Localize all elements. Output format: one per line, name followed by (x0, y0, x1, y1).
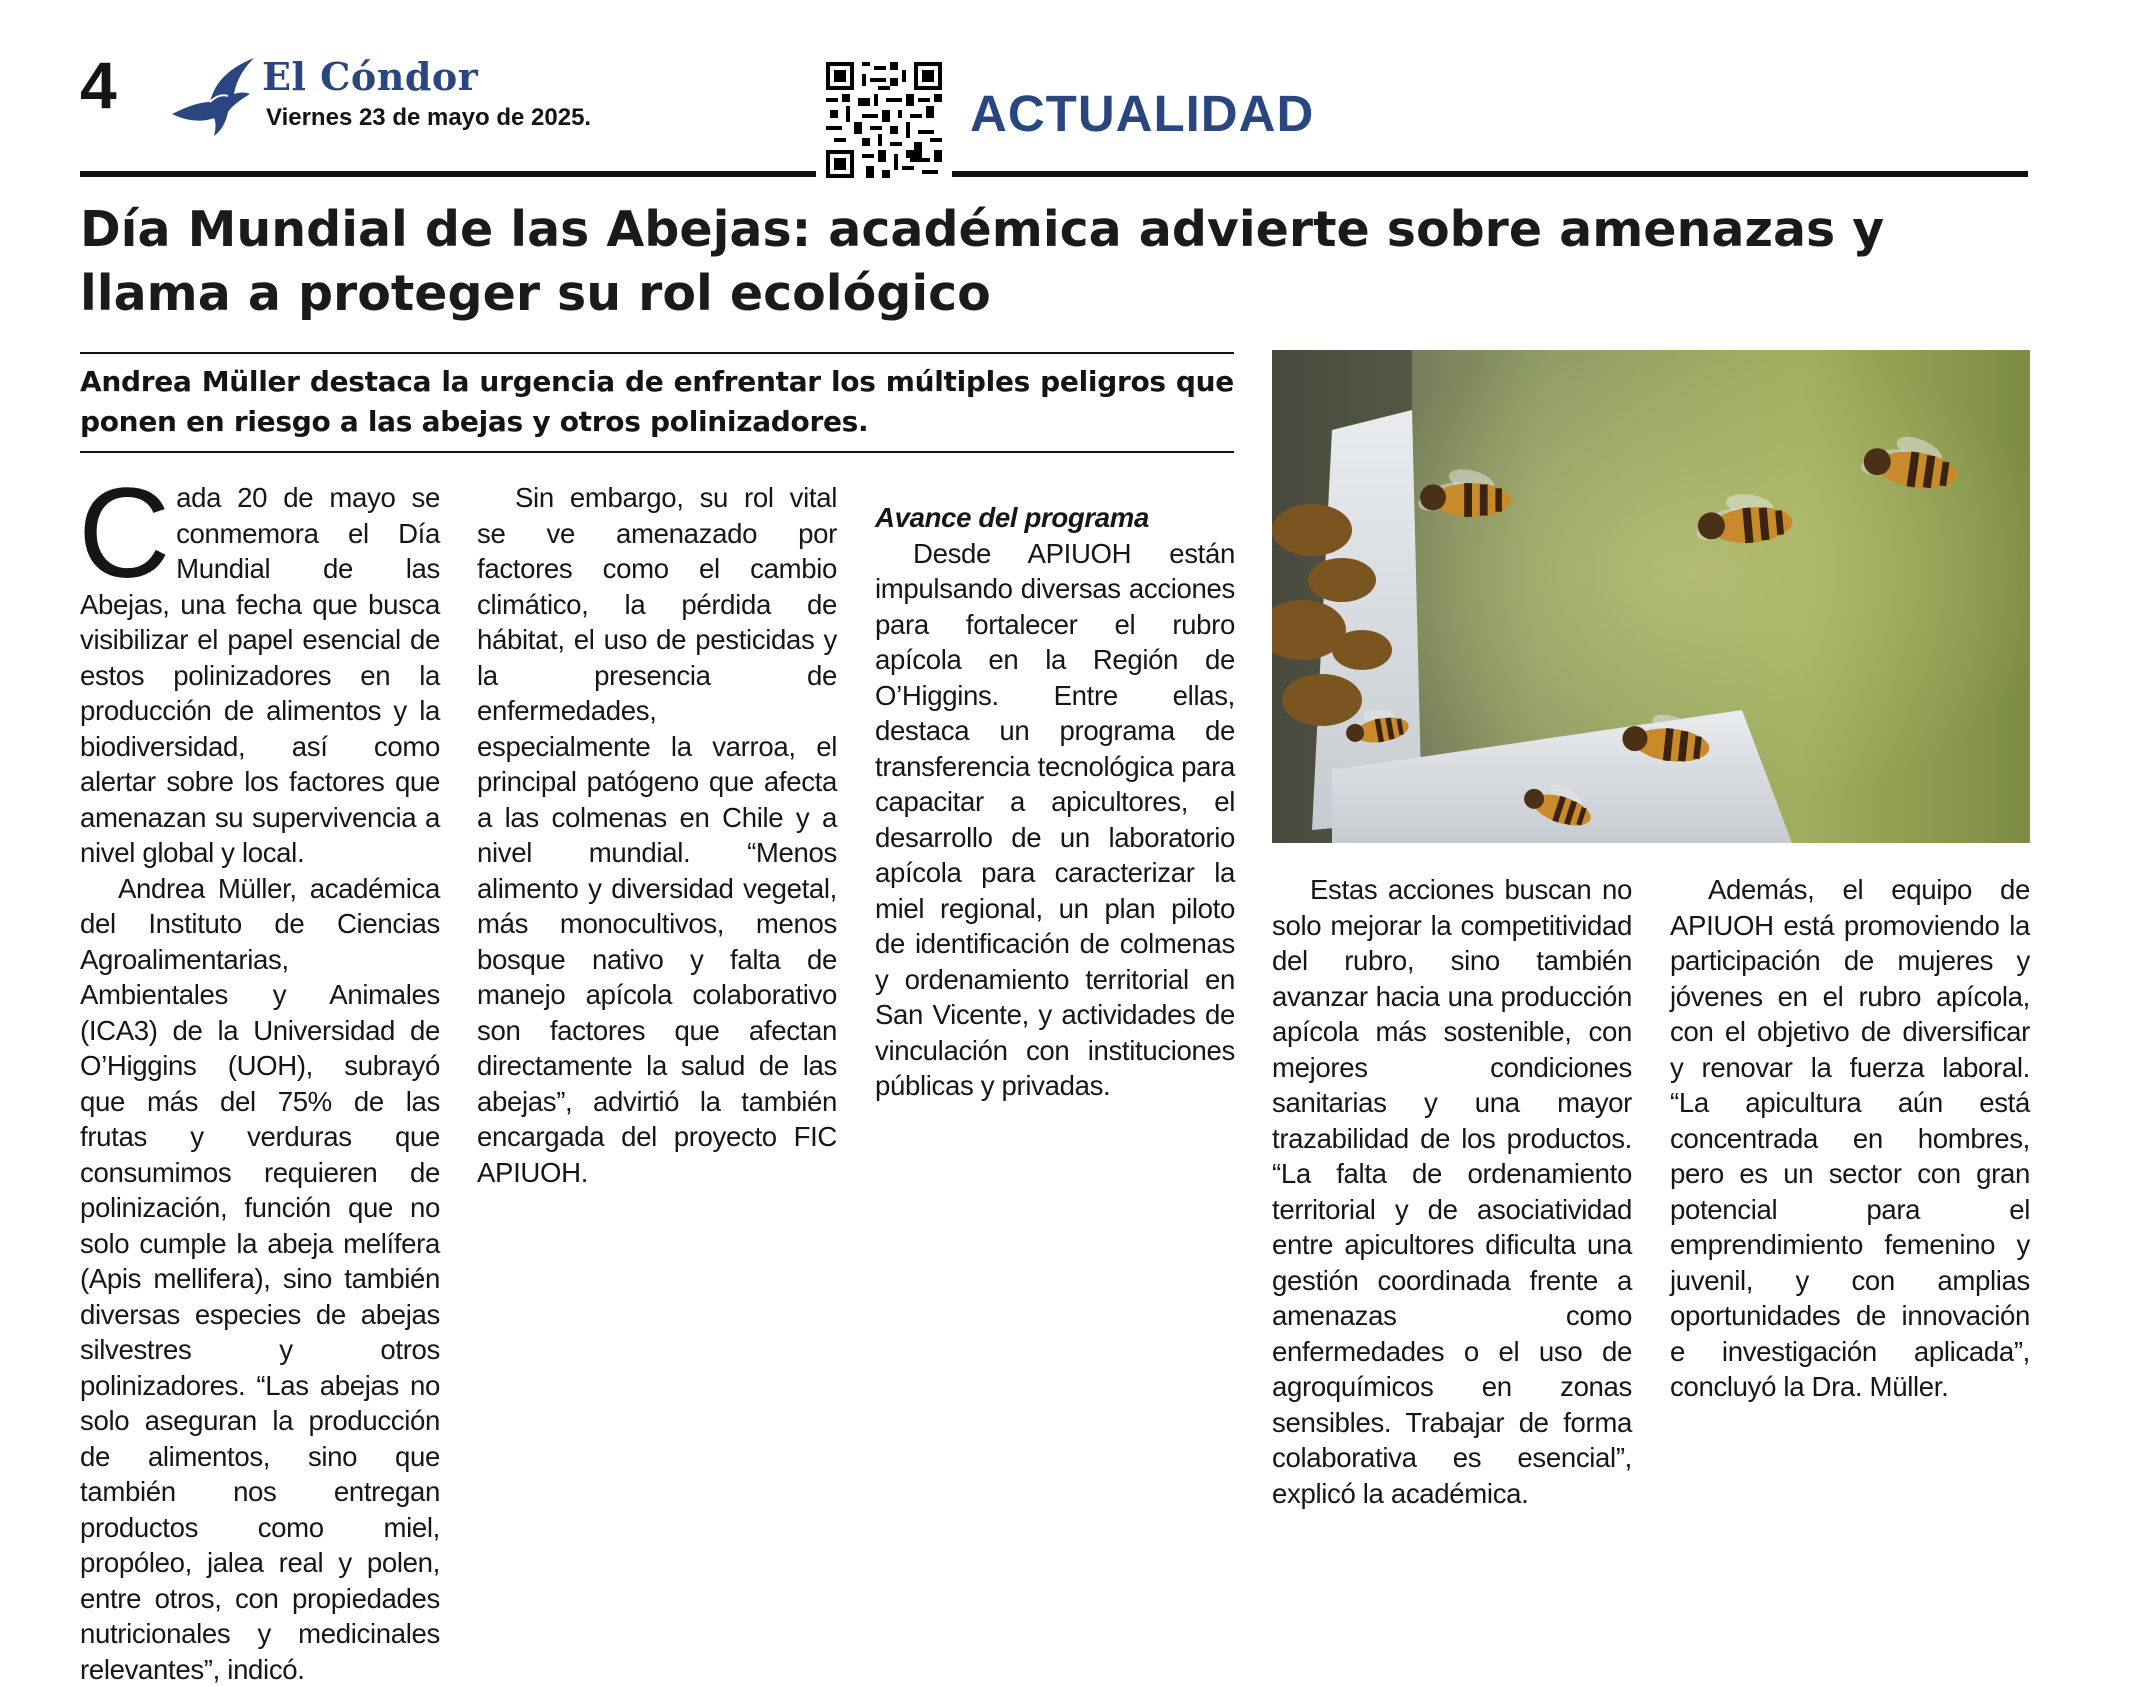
issue-date: Viernes 23 de mayo de 2025. (266, 104, 591, 132)
masthead-rule-right (952, 171, 2028, 177)
article-paragraph: Además, el equipo de APIUOH está promoviendo la participación de mujeres y jóvenes en el rubro apícola, con el objetivo de diversificar y renovar la fuerza laboral. “La apicultura aún está concentrada en hombres, pero es un sector con gran potencial para el emprendimiento femenino y juvenil, y con amplias oportunidades de innovación e investigación aplicada”, concluyó la Dra. Müller. (1670, 872, 2030, 1405)
condor-logo-icon (170, 56, 256, 138)
deck-rule-top (80, 352, 1234, 354)
page-number: 4 (80, 52, 117, 118)
deck-rule-bottom (80, 451, 1234, 453)
masthead-rule-left (80, 171, 816, 177)
article-paragraph: Estas acciones buscan no solo mejorar la competitividad del rubro, sino también avanzar hacia una producción apícola más sostenible, con mejores condiciones sanitarias y una mayor trazabilidad de los productos. “La falta de ordenamiento territorial y de asociatividad entre apicultores dificulta una gestión coordinada frente a amenazas como enfermedades o el uso de agroquímicos en zonas sensibles. Trabajar de forma colaborativa es esencial”, explicó la académica. (1272, 872, 1632, 1511)
article-paragraph: Sin embargo, su rol vital se ve amenazado por factores como el cambio climático, la pérdida de hábitat, el uso de pesticidas y la presencia de enfermedades, especialmente la varroa, el principal patógeno que afecta a las colmenas en Chile y a nivel mundial. “Menos alimento y diversidad vegetal, más monocultivos, menos bosque nativo y falta de manejo apícola colaborativo son factores que afectan directamente la salud de las abejas”, advirtió la también encargada del proyecto FIC APIUOH. (477, 480, 837, 1190)
article-paragraph: Andrea Müller, académica del Instituto de Ciencias Agroalimentarias, Ambientales y Animales (ICA3) de la Universidad de O’Higgins (UOH), subrayó que más del 75% de las frutas y verduras que consumimos requieren de polinización, función que no solo cumple la abeja melífera (Apis mellifera), sino también diversas especies de abejas silvestres y otros polinizadores. “Las abejas no solo aseguran la producción de alimentos, sino que también nos entregan productos como miel, propóleo, jalea real y polen, entre otros, con propiedades nutricionales y medicinales relevantes”, indicó. (80, 871, 440, 1687)
article-subhead: Avance del programa (875, 500, 1235, 536)
section-title: ACTUALIDAD (970, 84, 1314, 143)
drop-cap: C (78, 484, 170, 584)
article-paragraph: Desde APIUOH están impulsando diversas acciones para fortalecer el rubro apícola en la Región de O’Higgins. Entre ellas, destaca un programa de transferencia tecnológica para capacitar a apicultores, el desarrollo de un laboratorio apícola para caracterizar la miel regional, un plan piloto de identificación de colmenas y ordenamiento territorial en San Vicente, y actividades de vinculación con instituciones públicas y privadas. (875, 536, 1235, 1104)
article-column-2 (477, 480, 837, 1190)
article-paragraph (80, 480, 440, 871)
article-column-5 (1670, 872, 2030, 1405)
bees-photo (1272, 350, 2030, 843)
article-column-3 (875, 480, 1235, 1104)
article-headline: Día Mundial de las Abejas: académica advierte sobre amenazas y llama a proteger su rol ecológico (80, 198, 2040, 326)
article-column-1 (80, 480, 440, 1687)
paragraph-text: ada 20 de mayo se conmemora el Día Mundial de las Abejas, una fecha que busca visibilizar el papel esencial de estos polinizadores en la producción de alimentos y la biodiversidad, así como alertar sobre los factores que amenazan su supervivencia a nivel global y local. (80, 482, 440, 868)
newspaper-name: El Cóndor (262, 54, 478, 99)
qr-code-icon (826, 62, 942, 178)
article-deck: Andrea Müller destaca la urgencia de enfrentar los múltiples peligros que ponen en riesgo a las abejas y otros polinizadores. (80, 362, 1234, 442)
article-column-4 (1272, 872, 1632, 1511)
